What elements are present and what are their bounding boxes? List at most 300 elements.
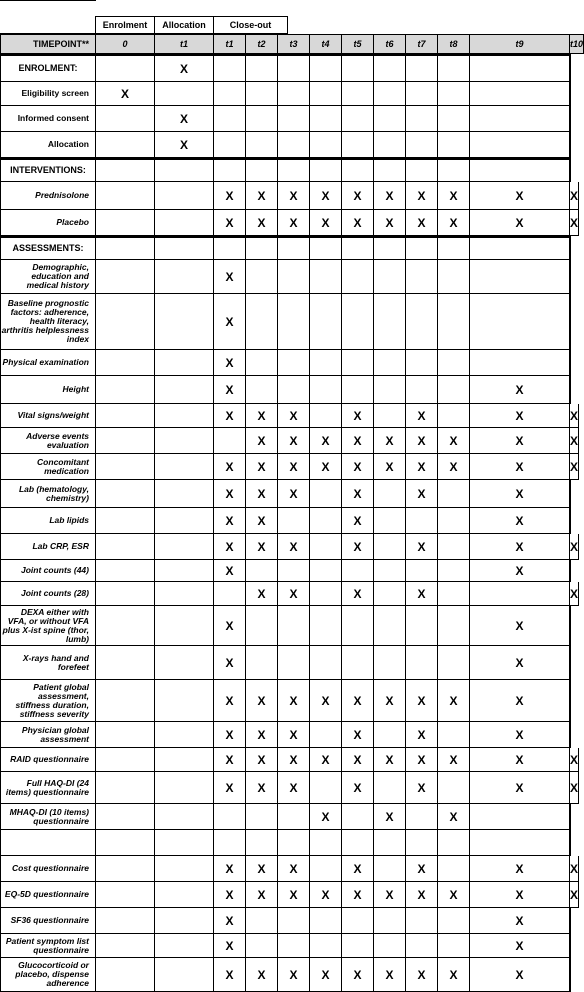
schedule-mark: X: [406, 182, 438, 210]
schedule-cell: [278, 508, 310, 534]
schedule-cell: [342, 350, 374, 376]
schedule-cell: [96, 454, 155, 480]
schedule-mark: X: [214, 560, 246, 582]
schedule-cell: [570, 236, 571, 260]
schedule-mark: X: [214, 908, 246, 934]
schedule-cell: [406, 54, 438, 82]
schedule-cell: [374, 106, 406, 132]
schedule-cell: [278, 132, 310, 158]
schedule-cell: [310, 934, 342, 958]
schedule-cell: [246, 560, 278, 582]
schedule-cell: [96, 350, 155, 376]
schedule-cell: [96, 748, 155, 772]
row-label: MHAQ-DI (10 items) questionnaire: [0, 804, 96, 830]
timepoint-1: t1: [155, 34, 214, 54]
schedule-cell: [214, 106, 246, 132]
schedule-cell: [374, 376, 406, 404]
schedule-mark: X: [374, 958, 406, 992]
schedule-cell: [278, 908, 310, 934]
row-label: Concomitant medication: [0, 454, 96, 480]
schedule-mark: X: [438, 804, 470, 830]
schedule-mark: X: [246, 856, 278, 882]
schedule-mark: X: [570, 428, 579, 454]
schedule-mark: X: [470, 210, 570, 236]
schedule-cell: [570, 376, 571, 404]
schedule-cell: [96, 804, 155, 830]
schedule-cell: [214, 830, 246, 856]
schedule-mark: X: [342, 182, 374, 210]
schedule-cell: [310, 106, 342, 132]
schedule-cell: [374, 934, 406, 958]
schedule-cell: [96, 646, 155, 680]
schedule-cell: [278, 804, 310, 830]
schedule-cell: [570, 908, 571, 934]
schedule-cell: [374, 772, 406, 804]
schedule-mark: X: [342, 722, 374, 748]
schedule-mark: X: [214, 508, 246, 534]
schedule-cell: [570, 606, 571, 646]
row-label: Patient global assessment, stiffness duration, stiffness severity: [0, 680, 96, 722]
row-label: Lab (hematology, chemistry): [0, 480, 96, 508]
row-label: Informed consent: [0, 106, 96, 132]
schedule-cell: [278, 560, 310, 582]
schedule-cell: [310, 404, 342, 428]
schedule-mark: X: [406, 958, 438, 992]
timepoint-2: t1: [214, 34, 246, 54]
schedule-mark: X: [342, 856, 374, 882]
row-label: RAID questionnaire: [0, 748, 96, 772]
timepoint-0: 0: [96, 34, 155, 54]
row-label: ENROLMENT:: [0, 54, 96, 82]
schedule-cell: [374, 132, 406, 158]
schedule-cell: [96, 508, 155, 534]
schedule-mark: X: [570, 882, 579, 908]
schedule-mark: X: [470, 428, 570, 454]
schedule-cell: [214, 428, 246, 454]
schedule-cell: [155, 534, 214, 560]
schedule-mark: X: [470, 934, 570, 958]
schedule-cell: [342, 606, 374, 646]
schedule-cell: [374, 722, 406, 748]
schedule-mark: X: [310, 428, 342, 454]
schedule-cell: [246, 350, 278, 376]
schedule-cell: [406, 830, 438, 856]
schedule-cell: [278, 350, 310, 376]
schedule-mark: X: [342, 958, 374, 992]
row-label: Vital signs/weight: [0, 404, 96, 428]
schedule-mark: X: [155, 106, 214, 132]
schedule-cell: [470, 236, 570, 260]
schedule-cell: [438, 646, 470, 680]
schedule-mark: X: [438, 428, 470, 454]
schedule-cell: [96, 772, 155, 804]
schedule-cell: [406, 350, 438, 376]
schedule-cell: [278, 376, 310, 404]
schedule-cell: [374, 560, 406, 582]
schedule-cell: [155, 830, 214, 856]
schedule-cell: [470, 260, 570, 294]
schedule-cell: [374, 508, 406, 534]
schedule-cell: [278, 830, 310, 856]
schedule-mark: X: [342, 680, 374, 722]
schedule-mark: X: [470, 508, 570, 534]
schedule-mark: X: [374, 428, 406, 454]
schedule-cell: [278, 236, 310, 260]
schedule-cell: [246, 132, 278, 158]
schedule-cell: [406, 934, 438, 958]
schedule-cell: [96, 236, 155, 260]
schedule-cell: [246, 804, 278, 830]
schedule-mark: X: [470, 748, 570, 772]
schedule-cell: [155, 680, 214, 722]
schedule-cell: [155, 958, 214, 992]
schedule-cell: [96, 856, 155, 882]
schedule-cell: [406, 646, 438, 680]
schedule-mark: X: [342, 210, 374, 236]
schedule-cell: [342, 934, 374, 958]
schedule-mark: X: [214, 480, 246, 508]
schedule-mark: X: [278, 680, 310, 722]
schedule-mark: X: [278, 772, 310, 804]
schedule-cell: [155, 350, 214, 376]
schedule-mark: X: [246, 722, 278, 748]
schedule-mark: X: [310, 882, 342, 908]
schedule-cell: [155, 508, 214, 534]
row-label: Height: [0, 376, 96, 404]
schedule-mark: X: [246, 182, 278, 210]
schedule-cell: [278, 606, 310, 646]
schedule-cell: [438, 350, 470, 376]
schedule-mark: X: [278, 404, 310, 428]
schedule-cell: [438, 772, 470, 804]
schedule-cell: [342, 376, 374, 404]
period-close-out: Close-out: [214, 16, 288, 34]
period-allocation: Allocation: [155, 16, 214, 34]
row-label: Joint counts (28): [0, 582, 96, 606]
schedule-cell: [310, 856, 342, 882]
schedule-mark: X: [374, 882, 406, 908]
schedule-cell: [278, 934, 310, 958]
schedule-cell: [155, 82, 214, 106]
schedule-cell: [406, 560, 438, 582]
schedule-cell: [570, 158, 571, 182]
schedule-cell: [310, 376, 342, 404]
schedule-mark: X: [214, 934, 246, 958]
schedule-cell: [96, 882, 155, 908]
schedule-cell: [155, 856, 214, 882]
schedule-cell: [155, 772, 214, 804]
schedule-mark: X: [570, 534, 579, 560]
schedule-cell: [342, 646, 374, 680]
schedule-mark: X: [246, 534, 278, 560]
row-label: [0, 830, 96, 856]
row-label: Full HAQ-DI (24 items) questionnaire: [0, 772, 96, 804]
schedule-cell: [438, 830, 470, 856]
schedule-cell: [570, 722, 571, 748]
schedule-cell: [374, 158, 406, 182]
schedule-cell: [438, 294, 470, 350]
schedule-mark: X: [278, 856, 310, 882]
schedule-cell: [96, 260, 155, 294]
schedule-cell: [570, 680, 571, 722]
schedule-cell: [342, 830, 374, 856]
schedule-cell: [438, 856, 470, 882]
schedule-mark: X: [278, 210, 310, 236]
timepoint-6: t5: [342, 34, 374, 54]
schedule-mark: X: [470, 404, 570, 428]
schedule-mark: X: [438, 748, 470, 772]
schedule-mark: X: [310, 748, 342, 772]
schedule-mark: X: [570, 454, 579, 480]
row-label: DEXA either with VFA, or without VFA plus X-ist spine (thor, lumb): [0, 606, 96, 646]
schedule-cell: [278, 260, 310, 294]
schedule-mark: X: [374, 454, 406, 480]
schedule-mark: X: [278, 582, 310, 606]
schedule-cell: [155, 646, 214, 680]
schedule-mark: X: [278, 722, 310, 748]
schedule-cell: [342, 158, 374, 182]
schedule-mark: X: [278, 748, 310, 772]
schedule-cell: [342, 804, 374, 830]
schedule-cell: [96, 680, 155, 722]
schedule-cell: [96, 106, 155, 132]
schedule-mark: X: [214, 376, 246, 404]
schedule-cell: [246, 260, 278, 294]
schedule-mark: X: [246, 404, 278, 428]
schedule-mark: X: [214, 534, 246, 560]
schedule-mark: X: [342, 454, 374, 480]
schedule-cell: [470, 582, 570, 606]
schedule-cell: [214, 132, 246, 158]
schedule-mark: X: [214, 260, 246, 294]
timepoint-label: TIMEPOINT**: [0, 34, 96, 54]
schedule-mark: X: [438, 210, 470, 236]
schedule-cell: [570, 508, 571, 534]
row-label: Allocation: [0, 132, 96, 158]
schedule-cell: [246, 376, 278, 404]
schedule-mark: X: [278, 958, 310, 992]
schedule-mark: X: [214, 748, 246, 772]
schedule-cell: [155, 722, 214, 748]
schedule-mark: X: [570, 772, 579, 804]
schedule-cell: [374, 294, 406, 350]
schedule-cell: [470, 158, 570, 182]
schedule-mark: X: [246, 480, 278, 508]
schedule-cell: [470, 132, 570, 158]
schedule-mark: X: [155, 132, 214, 158]
timepoint-3: t2: [246, 34, 278, 54]
schedule-cell: [155, 748, 214, 772]
schedule-cell: [246, 606, 278, 646]
schedule-cell: [96, 132, 155, 158]
schedule-cell: [570, 294, 571, 350]
schedule-mark: X: [438, 182, 470, 210]
schedule-cell: [438, 560, 470, 582]
schedule-mark: X: [438, 680, 470, 722]
schedule-cell: [406, 82, 438, 106]
schedule-cell: [406, 132, 438, 158]
schedule-mark: X: [214, 606, 246, 646]
row-label: Cost questionnaire: [0, 856, 96, 882]
schedule-cell: [342, 560, 374, 582]
schedule-cell: [406, 158, 438, 182]
schedule-cell: [374, 646, 406, 680]
schedule-cell: [155, 560, 214, 582]
schedule-cell: [570, 560, 571, 582]
schedule-cell: [155, 376, 214, 404]
row-label: INTERVENTIONS:: [0, 158, 96, 182]
schedule-cell: [96, 934, 155, 958]
schedule-cell: [96, 294, 155, 350]
schedule-cell: [96, 722, 155, 748]
schedule-mark: X: [406, 534, 438, 560]
schedule-cell: [438, 508, 470, 534]
schedule-cell: [310, 582, 342, 606]
schedule-cell: [155, 428, 214, 454]
schedule-cell: [374, 534, 406, 560]
schedule-cell: [246, 54, 278, 82]
schedule-cell: [406, 106, 438, 132]
schedule-mark: X: [214, 882, 246, 908]
schedule-cell: [96, 54, 155, 82]
schedule-mark: X: [310, 804, 342, 830]
schedule-cell: [278, 106, 310, 132]
schedule-cell: [246, 830, 278, 856]
schedule-mark: X: [342, 772, 374, 804]
schedule-mark: X: [342, 428, 374, 454]
schedule-mark: X: [310, 958, 342, 992]
schedule-mark: X: [310, 182, 342, 210]
schedule-mark: X: [470, 722, 570, 748]
schedule-mark: X: [214, 856, 246, 882]
period-header-blank: [0, 16, 96, 34]
schedule-mark: X: [278, 182, 310, 210]
schedule-cell: [570, 260, 571, 294]
schedule-cell: [438, 582, 470, 606]
schedule-cell: [155, 158, 214, 182]
schedule-cell: [155, 260, 214, 294]
schedule-cell: [310, 560, 342, 582]
schedule-cell: [310, 830, 342, 856]
schedule-mark: X: [214, 772, 246, 804]
schedule-mark: X: [570, 748, 579, 772]
schedule-cell: [214, 82, 246, 106]
schedule-cell: [570, 480, 571, 508]
schedule-mark: X: [310, 680, 342, 722]
period-enrolment: Enrolment: [96, 16, 155, 34]
row-label: Physical examination: [0, 350, 96, 376]
schedule-cell: [374, 82, 406, 106]
row-label: Baseline prognostic factors: adherence, health literacy, arthritis helplessness index: [0, 294, 96, 350]
schedule-mark: X: [470, 680, 570, 722]
schedule-mark: X: [246, 210, 278, 236]
schedule-cell: [406, 376, 438, 404]
schedule-mark: X: [214, 350, 246, 376]
schedule-cell: [155, 606, 214, 646]
schedule-mark: X: [470, 958, 570, 992]
schedule-mark: X: [470, 646, 570, 680]
schedule-cell: [96, 376, 155, 404]
schedule-mark: X: [374, 680, 406, 722]
schedule-mark: X: [342, 404, 374, 428]
schedule-mark: X: [406, 680, 438, 722]
schedule-cell: [470, 350, 570, 376]
row-label: Glucocorticoid or placebo, dispense adherence: [0, 958, 96, 992]
schedule-cell: [310, 350, 342, 376]
row-label: Joint counts (44): [0, 560, 96, 582]
schedule-cell: [470, 106, 570, 132]
schedule-cell: [246, 158, 278, 182]
schedule-cell: [96, 534, 155, 560]
schedule-cell: [155, 480, 214, 508]
schedule-cell: [310, 646, 342, 680]
schedule-cell: [570, 830, 571, 856]
schedule-cell: [406, 908, 438, 934]
schedule-cell: [214, 582, 246, 606]
schedule-mark: X: [155, 54, 214, 82]
schedule-mark: X: [374, 804, 406, 830]
schedule-cell: [374, 856, 406, 882]
schedule-mark: X: [406, 856, 438, 882]
schedule-cell: [406, 508, 438, 534]
schedule-mark: X: [374, 748, 406, 772]
schedule-mark: X: [246, 582, 278, 606]
schedule-mark: X: [214, 958, 246, 992]
schedule-cell: [278, 82, 310, 106]
schedule-mark: X: [438, 882, 470, 908]
schedule-mark: X: [278, 882, 310, 908]
schedule-cell: [155, 454, 214, 480]
schedule-mark: X: [406, 210, 438, 236]
schedule-cell: [310, 294, 342, 350]
schedule-cell: [438, 260, 470, 294]
schedule-mark: X: [246, 680, 278, 722]
schedule-cell: [246, 934, 278, 958]
schedule-mark: X: [278, 534, 310, 560]
schedule-cell: [342, 908, 374, 934]
schedule-mark: X: [570, 582, 579, 606]
schedule-mark: X: [214, 722, 246, 748]
schedule-mark: X: [96, 82, 155, 106]
row-label: Placebo: [0, 210, 96, 236]
schedule-cell: [96, 480, 155, 508]
schedule-mark: X: [342, 508, 374, 534]
row-label: Adverse events evaluation: [0, 428, 96, 454]
schedule-cell: [374, 54, 406, 82]
schedule-cell: [570, 82, 571, 106]
schedule-cell: [246, 908, 278, 934]
schedule-cell: [155, 404, 214, 428]
schedule-mark: X: [470, 534, 570, 560]
schedule-cell: [570, 804, 571, 830]
schedule-cell: [310, 82, 342, 106]
schedule-cell: [246, 646, 278, 680]
schedule-mark: X: [570, 210, 579, 236]
schedule-cell: [214, 54, 246, 82]
schedule-mark: X: [278, 428, 310, 454]
schedule-cell: [470, 54, 570, 82]
schedule-mark: X: [470, 908, 570, 934]
schedule-mark: X: [310, 210, 342, 236]
schedule-mark: X: [214, 680, 246, 722]
row-label: Demographic, education and medical history: [0, 260, 96, 294]
schedule-mark: X: [246, 428, 278, 454]
schedule-cell: [374, 606, 406, 646]
schedule-mark: X: [310, 454, 342, 480]
schedule-cell: [310, 236, 342, 260]
schedule-cell: [278, 294, 310, 350]
schedule-cell: [570, 106, 571, 132]
